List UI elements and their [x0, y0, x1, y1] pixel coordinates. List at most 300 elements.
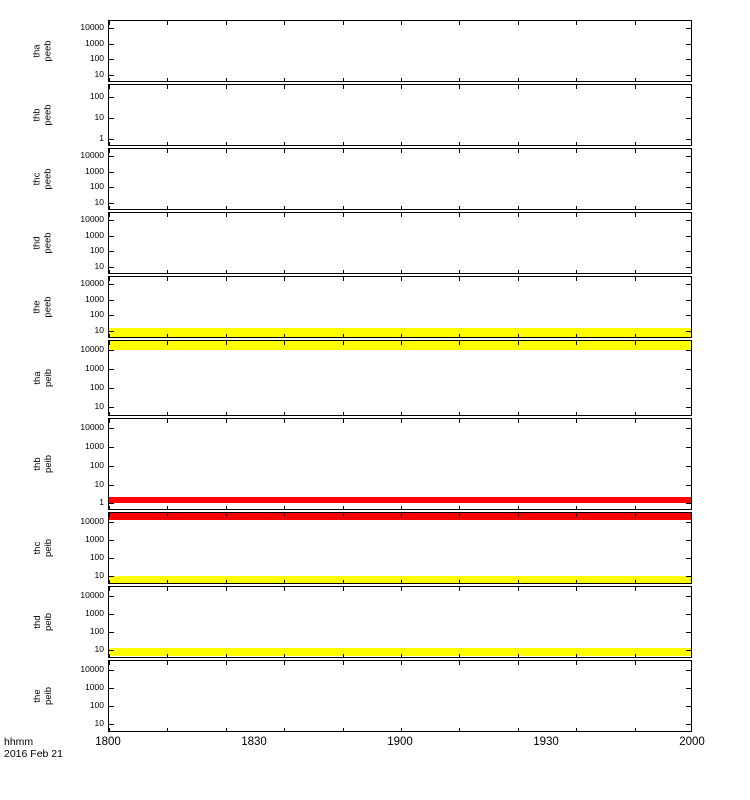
x-tick-mark	[576, 580, 577, 584]
x-tick-mark	[576, 277, 577, 281]
panel-axis-label	[32, 512, 54, 584]
x-tick-mark	[635, 661, 636, 665]
y-tick-label: 10000	[80, 22, 104, 33]
x-tick-mark	[635, 341, 636, 345]
x-tick-mark	[109, 277, 110, 281]
x-tick-mark	[284, 506, 285, 510]
x-tick-mark	[401, 506, 402, 510]
y-tick-label: 10	[94, 401, 104, 412]
panel-axis-label	[32, 660, 54, 732]
x-tick-mark	[459, 580, 460, 584]
y-tick-mark	[686, 596, 691, 597]
y-tick-mark	[109, 558, 114, 559]
x-tick-mark	[226, 277, 227, 281]
x-tick-mark	[284, 728, 285, 732]
x-tick-mark	[343, 21, 344, 25]
x-tick-mark	[284, 419, 285, 423]
x-tick-mark	[518, 728, 519, 732]
x-tick-mark	[343, 654, 344, 658]
y-tick-label: 10	[94, 112, 104, 123]
x-tick-mark	[518, 277, 519, 281]
x-tick-mark	[635, 78, 636, 82]
panel-axis-label	[32, 148, 55, 210]
data-band	[109, 648, 691, 656]
y-tick-mark	[686, 558, 691, 559]
x-tick-mark	[226, 412, 227, 416]
y-tick-mark	[109, 300, 114, 301]
panel-axis-label	[32, 212, 55, 274]
x-tick-mark	[284, 270, 285, 274]
x-tick-mark	[518, 206, 519, 210]
x-tick-mark	[576, 587, 577, 591]
y-tick-mark	[686, 251, 691, 252]
y-tick-label: 100	[89, 625, 104, 636]
x-tick-mark	[167, 78, 168, 82]
x-tick-mark	[109, 728, 110, 732]
x-tick-mark	[226, 587, 227, 591]
y-tick-mark	[686, 220, 691, 221]
chart-panel	[108, 512, 692, 584]
y-tick-mark	[686, 172, 691, 173]
x-tick-mark	[109, 580, 110, 584]
x-tick-mark	[518, 85, 519, 89]
date-label: 2016 Feb 21	[4, 748, 63, 760]
x-tick-mark	[167, 21, 168, 25]
x-tick-mark	[459, 213, 460, 217]
x-tick-mark	[576, 513, 577, 517]
x-tick-mark	[576, 654, 577, 658]
y-tick-label: 10000	[80, 515, 104, 526]
x-tick-mark	[518, 513, 519, 517]
y-tick-mark	[109, 428, 114, 429]
y-tick-label: 10	[94, 717, 104, 728]
x-tick-mark	[635, 85, 636, 89]
y-tick-label: 1000	[85, 681, 104, 692]
y-tick-label: 10	[94, 68, 104, 79]
x-tick-mark	[459, 270, 460, 274]
x-tick-mark	[343, 513, 344, 517]
y-tick-label: 100	[89, 382, 104, 393]
y-tick-mark	[109, 369, 114, 370]
y-tick-mark	[686, 369, 691, 370]
x-tick-mark	[343, 412, 344, 416]
x-tick-mark	[109, 654, 110, 658]
x-tick-mark	[167, 213, 168, 217]
y-tick-label: 100	[89, 53, 104, 64]
y-tick-mark	[686, 388, 691, 389]
x-tick-mark	[343, 334, 344, 338]
time-format-label	[4, 736, 63, 760]
y-tick-mark	[109, 447, 114, 448]
x-tick-mark	[518, 661, 519, 665]
y-tick-mark	[109, 540, 114, 541]
y-tick-labels	[56, 586, 104, 658]
x-tick-mark	[226, 270, 227, 274]
y-tick-label: 1000	[85, 293, 104, 304]
y-tick-mark	[686, 28, 691, 29]
y-tick-mark	[686, 576, 691, 577]
x-tick-mark	[167, 341, 168, 345]
x-tick-mark	[518, 78, 519, 82]
y-tick-label: 100	[89, 91, 104, 102]
x-tick-mark	[401, 213, 402, 217]
y-tick-label: 10	[94, 569, 104, 580]
x-tick-mark	[401, 85, 402, 89]
x-tick-mark	[284, 142, 285, 146]
x-tick-mark	[459, 728, 460, 732]
y-tick-mark	[109, 632, 114, 633]
y-tick-labels	[56, 660, 104, 732]
x-tick-mark	[109, 513, 110, 517]
chart-panel	[108, 148, 692, 210]
x-tick-mark	[343, 277, 344, 281]
x-tick-mark	[459, 142, 460, 146]
x-tick-mark	[343, 419, 344, 423]
chart-panel	[108, 586, 692, 658]
x-tick-mark	[343, 270, 344, 274]
y-tick-mark	[109, 688, 114, 689]
x-tick-mark	[459, 149, 460, 153]
x-tick-mark	[226, 661, 227, 665]
y-tick-mark	[109, 724, 114, 725]
x-tick-mark	[401, 412, 402, 416]
x-tick-mark	[635, 580, 636, 584]
data-band	[109, 328, 691, 338]
y-tick-label: 10	[94, 643, 104, 654]
panel-axis-label-text: tha peeb	[32, 40, 55, 62]
y-tick-mark	[686, 156, 691, 157]
x-tick-mark	[343, 661, 344, 665]
panel-axis-label	[32, 418, 54, 510]
x-tick-mark	[635, 334, 636, 338]
x-tick-mark	[459, 206, 460, 210]
x-tick-mark	[576, 506, 577, 510]
x-tick-mark	[576, 728, 577, 732]
y-tick-mark	[109, 139, 114, 140]
x-tick-mark	[576, 341, 577, 345]
x-tick-mark	[518, 149, 519, 153]
chart-panel	[108, 212, 692, 274]
x-tick-mark	[343, 341, 344, 345]
y-tick-labels	[56, 418, 104, 510]
x-tick-mark	[459, 419, 460, 423]
y-tick-mark	[109, 203, 114, 204]
y-tick-mark	[686, 236, 691, 237]
x-tick-mark	[459, 341, 460, 345]
x-tick-mark	[576, 213, 577, 217]
y-tick-mark	[109, 503, 114, 504]
x-tick-mark	[459, 654, 460, 658]
x-tick-mark	[284, 513, 285, 517]
y-tick-mark	[109, 650, 114, 651]
x-tick-mark	[109, 419, 110, 423]
y-tick-mark	[686, 284, 691, 285]
x-tick-mark	[576, 206, 577, 210]
x-tick-mark	[343, 580, 344, 584]
chart-panel	[108, 660, 692, 732]
x-tick-mark	[109, 206, 110, 210]
x-tick-mark	[167, 587, 168, 591]
panel-axis-label-text: thc peeb	[32, 168, 55, 190]
x-tick-mark	[226, 513, 227, 517]
x-tick-mark	[284, 78, 285, 82]
y-tick-label: 100	[89, 699, 104, 710]
x-tick-mark	[343, 85, 344, 89]
panel-axis-label-text: the peib	[32, 687, 54, 705]
x-tick-mark	[635, 728, 636, 732]
x-tick-mark	[109, 85, 110, 89]
x-tick-mark	[459, 661, 460, 665]
x-tick-mark	[343, 142, 344, 146]
y-tick-mark	[686, 670, 691, 671]
x-tick-mark	[635, 513, 636, 517]
x-tick-mark	[109, 587, 110, 591]
x-tick-mark	[109, 412, 110, 416]
y-tick-mark	[109, 28, 114, 29]
y-tick-label: 10	[94, 260, 104, 271]
y-tick-mark	[686, 466, 691, 467]
x-tick-mark	[226, 85, 227, 89]
y-tick-mark	[686, 428, 691, 429]
chart-panel	[108, 84, 692, 146]
y-tick-mark	[686, 300, 691, 301]
y-tick-mark	[686, 485, 691, 486]
x-tick-mark	[635, 142, 636, 146]
y-tick-mark	[109, 44, 114, 45]
y-tick-label: 1000	[85, 165, 104, 176]
x-tick-mark	[343, 206, 344, 210]
x-tick-mark	[167, 270, 168, 274]
x-tick-mark	[167, 206, 168, 210]
x-tick-label: 1800	[95, 736, 121, 748]
y-tick-label: 10000	[80, 422, 104, 432]
y-tick-mark	[686, 187, 691, 188]
hhmm-label: hhmm	[4, 736, 34, 748]
x-tick-mark	[167, 661, 168, 665]
x-tick-mark	[518, 213, 519, 217]
x-tick-mark	[284, 21, 285, 25]
x-tick-mark	[167, 142, 168, 146]
y-tick-mark	[109, 596, 114, 597]
y-tick-mark	[686, 118, 691, 119]
x-tick-mark	[459, 78, 460, 82]
x-tick-mark	[226, 580, 227, 584]
x-tick-mark	[343, 78, 344, 82]
panel-axis-label-text: thc peib	[32, 539, 54, 557]
x-tick-mark	[284, 206, 285, 210]
x-tick-mark	[635, 587, 636, 591]
y-tick-label: 10000	[80, 278, 104, 289]
y-tick-label: 10	[94, 478, 104, 489]
y-tick-mark	[109, 156, 114, 157]
y-tick-mark	[686, 447, 691, 448]
x-tick-mark	[167, 513, 168, 517]
y-tick-mark	[686, 97, 691, 98]
y-tick-label: 10000	[80, 663, 104, 674]
data-band	[109, 576, 691, 583]
y-tick-mark	[109, 670, 114, 671]
x-tick-mark	[284, 334, 285, 338]
y-tick-label: 10	[94, 324, 104, 335]
panel-axis-label	[32, 586, 54, 658]
x-tick-mark	[576, 334, 577, 338]
x-tick-mark	[635, 506, 636, 510]
x-tick-mark	[576, 149, 577, 153]
panel-axis-label-text: thb peeb	[32, 104, 55, 126]
x-tick-mark	[459, 85, 460, 89]
x-tick-mark	[401, 419, 402, 423]
chart-panel	[108, 340, 692, 416]
x-tick-mark	[226, 206, 227, 210]
x-tick-mark	[284, 412, 285, 416]
y-tick-mark	[109, 407, 114, 408]
x-tick-label: 1830	[241, 736, 267, 748]
x-tick-mark	[576, 270, 577, 274]
x-tick-mark	[226, 419, 227, 423]
x-tick-mark	[226, 149, 227, 153]
x-tick-mark	[167, 506, 168, 510]
y-tick-mark	[686, 614, 691, 615]
x-tick-mark	[343, 213, 344, 217]
panel-axis-label-text: the peeb	[32, 296, 55, 318]
y-tick-mark	[109, 576, 114, 577]
x-tick-mark	[226, 334, 227, 338]
y-tick-mark	[109, 97, 114, 98]
y-tick-label: 100	[89, 245, 104, 256]
x-tick-mark	[167, 728, 168, 732]
x-tick-mark	[167, 334, 168, 338]
y-tick-label: 1000	[85, 440, 104, 451]
y-tick-mark	[686, 650, 691, 651]
y-tick-mark	[109, 315, 114, 316]
x-tick-mark	[401, 513, 402, 517]
y-tick-label: 100	[89, 309, 104, 320]
x-tick-mark	[401, 78, 402, 82]
x-tick-mark	[518, 419, 519, 423]
y-tick-labels	[56, 84, 104, 146]
x-tick-mark	[459, 412, 460, 416]
x-tick-mark	[459, 587, 460, 591]
x-tick-mark	[518, 580, 519, 584]
panel-axis-label-text: thd peeb	[32, 232, 55, 254]
x-tick-mark	[109, 661, 110, 665]
x-tick-mark	[518, 506, 519, 510]
y-tick-label: 10	[94, 196, 104, 207]
y-tick-mark	[686, 522, 691, 523]
data-band	[109, 497, 691, 503]
y-tick-labels	[56, 148, 104, 210]
x-tick-mark	[401, 661, 402, 665]
y-tick-mark	[109, 614, 114, 615]
x-tick-mark	[401, 277, 402, 281]
y-tick-mark	[686, 331, 691, 332]
x-tick-mark	[109, 506, 110, 510]
x-tick-mark	[518, 587, 519, 591]
y-tick-mark	[109, 267, 114, 268]
y-tick-mark	[109, 187, 114, 188]
panel-axis-label	[32, 276, 55, 338]
y-tick-label: 1	[99, 497, 104, 508]
x-tick-mark	[518, 270, 519, 274]
x-tick-mark	[167, 654, 168, 658]
y-tick-mark	[109, 75, 114, 76]
x-tick-mark	[401, 728, 402, 732]
x-tick-mark	[518, 21, 519, 25]
x-tick-mark	[401, 654, 402, 658]
x-tick-mark	[284, 580, 285, 584]
panel-axis-label	[32, 340, 54, 416]
x-tick-mark	[109, 334, 110, 338]
x-tick-mark	[401, 341, 402, 345]
y-tick-label: 10000	[80, 344, 104, 355]
y-tick-mark	[109, 118, 114, 119]
x-tick-mark	[167, 149, 168, 153]
y-tick-mark	[686, 706, 691, 707]
x-tick-mark	[518, 412, 519, 416]
y-tick-label: 1000	[85, 229, 104, 240]
chart-panel	[108, 418, 692, 510]
x-tick-mark	[576, 85, 577, 89]
x-tick-mark	[226, 506, 227, 510]
x-tick-mark	[459, 277, 460, 281]
x-tick-mark	[576, 661, 577, 665]
y-tick-label: 10000	[80, 589, 104, 600]
y-tick-mark	[686, 632, 691, 633]
y-tick-mark	[109, 236, 114, 237]
data-band	[109, 513, 691, 520]
y-tick-mark	[109, 388, 114, 389]
x-tick-mark	[635, 270, 636, 274]
y-tick-mark	[109, 522, 114, 523]
y-tick-labels	[56, 20, 104, 82]
panel-axis-label-text: thd peib	[32, 613, 54, 631]
x-tick-mark	[109, 341, 110, 345]
y-tick-mark	[686, 75, 691, 76]
x-tick-mark	[459, 513, 460, 517]
y-tick-labels	[56, 512, 104, 584]
y-tick-label: 1	[99, 132, 104, 143]
x-tick-mark	[109, 78, 110, 82]
y-tick-mark	[109, 284, 114, 285]
x-tick-mark	[167, 419, 168, 423]
x-tick-mark	[635, 419, 636, 423]
x-tick-mark	[635, 213, 636, 217]
y-tick-mark	[109, 706, 114, 707]
y-tick-label: 10000	[80, 214, 104, 225]
x-tick-mark	[226, 728, 227, 732]
x-tick-mark	[576, 412, 577, 416]
x-tick-mark	[635, 277, 636, 281]
x-tick-mark	[401, 587, 402, 591]
x-tick-mark	[635, 149, 636, 153]
y-tick-mark	[686, 688, 691, 689]
panel-axis-label-text: thb peib	[32, 455, 54, 473]
y-tick-mark	[686, 407, 691, 408]
y-tick-mark	[686, 44, 691, 45]
y-tick-mark	[109, 350, 114, 351]
y-tick-labels	[56, 340, 104, 416]
y-tick-mark	[686, 59, 691, 60]
x-tick-label: 1900	[387, 736, 413, 748]
x-tick-mark	[401, 270, 402, 274]
x-tick-mark	[401, 21, 402, 25]
x-tick-mark	[109, 142, 110, 146]
y-tick-label: 1000	[85, 37, 104, 48]
x-tick-mark	[635, 412, 636, 416]
y-tick-label: 1000	[85, 533, 104, 544]
x-tick-mark	[401, 580, 402, 584]
y-tick-mark	[109, 172, 114, 173]
